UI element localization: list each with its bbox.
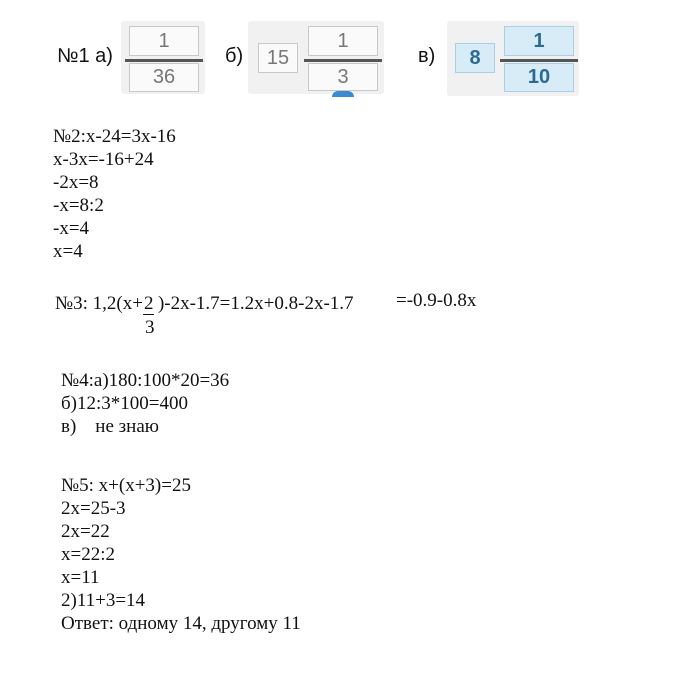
denominator-input-c[interactable]: 10: [504, 63, 574, 92]
task5-line: x=11: [61, 567, 100, 588]
whole-input-c[interactable]: 8: [455, 43, 495, 73]
task4-line: в) не знаю: [61, 416, 159, 437]
task2-line: -x=8:2: [53, 195, 104, 216]
fraction-widget-a: [121, 21, 205, 94]
fraction-bar: [304, 59, 382, 62]
denominator-input-a[interactable]: 36: [129, 63, 199, 92]
task5-line: №5: x+(x+3)=25: [61, 475, 191, 496]
fraction-bar: [125, 59, 203, 62]
task2-line: -x=4: [53, 218, 90, 239]
task4-line: б)12:3*100=400: [61, 393, 188, 414]
task5-answer: Ответ: одному 14, другому 11: [61, 613, 301, 634]
task4-solution: [61, 369, 229, 438]
task5-line: x=22:2: [61, 544, 115, 565]
focus-indicator: [332, 91, 354, 97]
task5-line: 2x=22: [61, 521, 110, 542]
task3-prefix: №3: 1,2(x+: [55, 293, 143, 314]
fraction-bar: [500, 59, 578, 62]
fraction-widget-b: [248, 21, 384, 94]
task1-c-label: в): [418, 45, 436, 67]
numerator-input-c[interactable]: 1: [504, 26, 574, 56]
denominator-input-b[interactable]: 3: [308, 63, 378, 91]
task3-suffix: )-2x-1.7=1.2x+0.8-2x-1.7: [157, 293, 354, 314]
task5-solution: [61, 474, 301, 635]
task1-label: №1 а): [57, 45, 113, 67]
task1-b-label: б): [225, 45, 244, 67]
numerator-input-a[interactable]: 1: [129, 26, 199, 56]
task3-frac-num: 2: [143, 293, 154, 314]
task5-line: 2x=25-3: [61, 498, 126, 519]
task5-line: 2)11+3=14: [61, 590, 146, 611]
task2-line: x-3x=-16+24: [53, 149, 154, 170]
fraction-widget-c: [447, 21, 579, 96]
task2-line: -2x=8: [53, 172, 99, 193]
task2-line: №2:x-24=3x-16: [53, 126, 176, 147]
task3-frac-den: 3: [144, 317, 155, 338]
task3-result: =-0.9-0.8x: [396, 290, 477, 311]
whole-input-b[interactable]: 15: [258, 43, 298, 73]
task3-equation: [55, 292, 354, 338]
task2-solution: [53, 125, 176, 263]
numerator-input-b[interactable]: 1: [308, 26, 378, 56]
task2-line: x=4: [53, 241, 83, 262]
task4-line: №4:а)180:100*20=36: [61, 370, 230, 391]
task3-fraction: [143, 292, 156, 338]
